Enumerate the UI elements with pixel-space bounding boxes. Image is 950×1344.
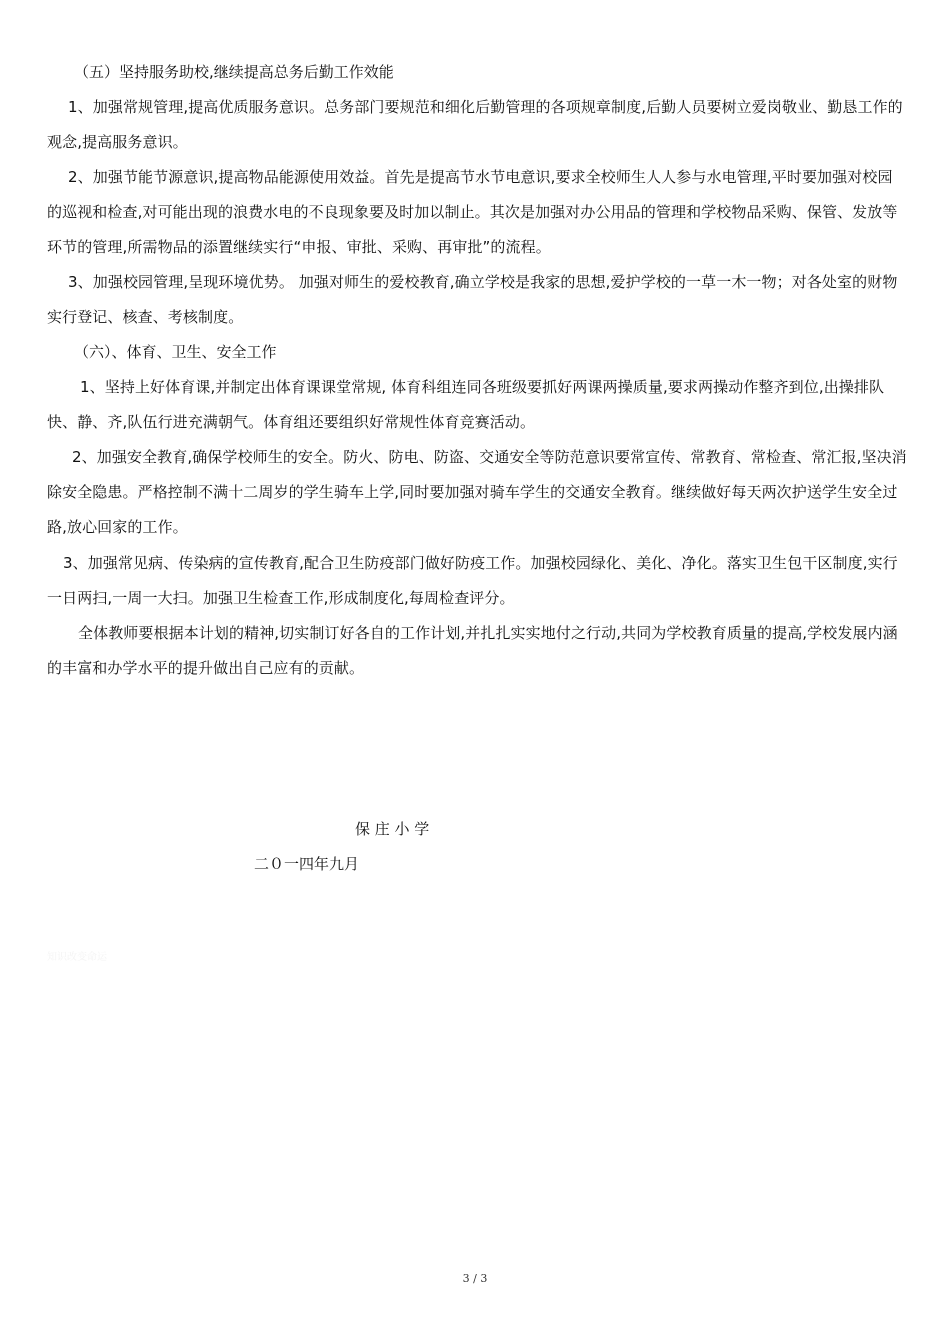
closing-paragraph: 全体教师要根据本计划的精神,切实制订好各自的工作计划,并扎扎实实地付之行动,共同为学校教育质量的提高,学校发展内涵的丰富和办学水平的提升做出自己应有的贡献。 <box>47 624 898 677</box>
section-heading-5: （五）坚持服务助校,继续提高总务后勤工作效能 <box>74 63 394 81</box>
page-number: 3 / 3 <box>462 1272 488 1285</box>
paragraph-6-2: 2、加强安全教育,确保学校师生的安全。防火、防电、防盗、交通安全等防范意识要常宣传、常教育、常检查、常汇报,坚决消除安全隐患。严格控制不满十二周岁的学生骑车上学,同时要加强对骑车学生的交通安全教育。继续做好每天两次护送学生安全过路,放心回家的工作。 <box>47 448 907 536</box>
signature-school: 保 庄 小 学 <box>355 820 430 838</box>
paragraph-6-3: 3、加强常见病、传染病的宣传教育,配合卫生防疫部门做好防疫工作。加强校园绿化、美化、净化。落实卫生包干区制度,实行一日两扫,一周一大扫。加强卫生检查工作,形成制度化,每周检查评分。 <box>47 554 898 607</box>
paragraph-6-1: 1、坚持上好体育课,并制定出体育课课堂常规, 体育科组连同各班级要抓好两课两操质量,要求两操动作整齐到位,出操排队快、静、齐,队伍行进充满朝气。体育组还要组织好常规性体育竞赛活动。 <box>47 378 885 431</box>
paragraph-5-3: 3、加强校园管理,呈现环境优势。 加强对师生的爱校教育,确立学校是我家的思想,爱护学校的一草一木一物；对各处室的财物实行登记、核查、考核制度。 <box>47 273 898 326</box>
watermark-text: 知识改变命运 <box>47 952 107 963</box>
paragraph-5-1: 1、加强常规管理,提高优质服务意识。总务部门要规范和细化后勤管理的各项规章制度,后勤人员要树立爱岗敬业、勤恳工作的观念,提高服务意识。 <box>47 98 903 151</box>
paragraph-5-2: 2、加强节能节源意识,提高物品能源使用效益。首先是提高节水节电意识,要求全校师生人人参与水电管理,平时要加强对校园的巡视和检查,对可能出现的浪费水电的不良现象要及时加以制止。其次是加强对办公用品的管理和学校物品采购、保管、发放等环节的管理,所需物品的添置继续实行“申报、审批、采购、再审批”的流程。 <box>47 168 898 256</box>
signature-date: 二０一四年九月 <box>254 855 360 873</box>
section-heading-6: （六）、体育、卫生、安全工作 <box>74 343 277 361</box>
